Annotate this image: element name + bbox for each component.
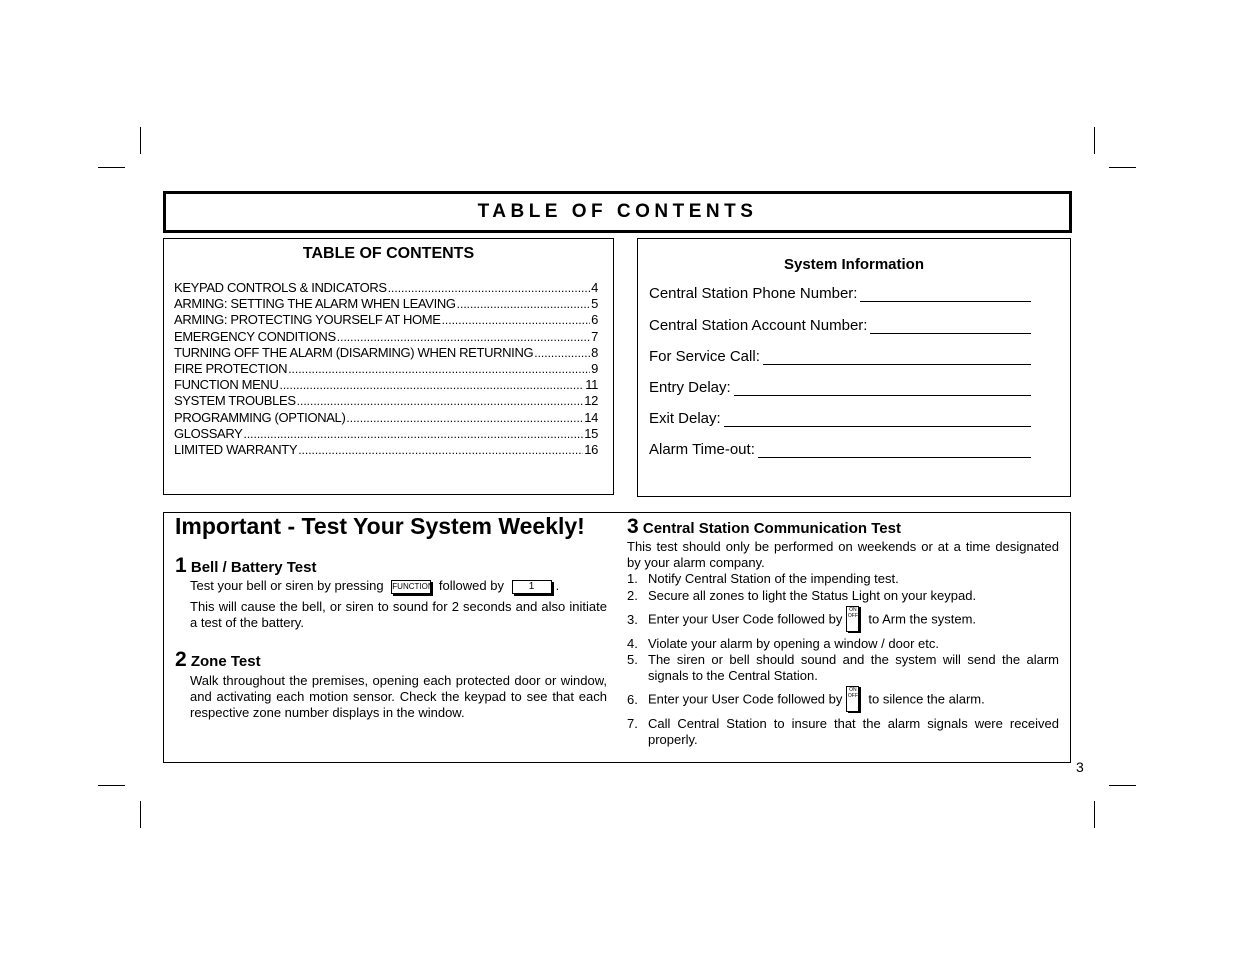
- fill-in-line: [870, 319, 1031, 334]
- page-title-banner: [163, 191, 1072, 233]
- table-of-contents: [163, 238, 614, 495]
- fill-in-line: [724, 412, 1031, 427]
- fill-in-line: [758, 443, 1031, 458]
- toc-entry: [174, 442, 598, 458]
- bell-battery-test-heading: 1 Bell / Battery Test: [175, 554, 317, 577]
- toc-entry-page: 9: [591, 360, 598, 376]
- toc-entry: [174, 329, 598, 345]
- toc-entry-title: EMERGENCY CONDITIONS: [174, 328, 336, 344]
- toc-entry-page: 4: [591, 280, 598, 295]
- toc-entry: [174, 377, 598, 393]
- central-station-test-heading: 3 Central Station Communication Test: [627, 515, 901, 538]
- toc-entry: [174, 345, 598, 361]
- system-info-field: Central Station Phone Number:: [649, 285, 1031, 302]
- function-key-icon: FUNCTION: [391, 580, 431, 594]
- toc-entry-title: ARMING: SETTING THE ALARM WHEN LEAVING: [174, 296, 456, 312]
- toc-entry-title: FIRE PROTECTION: [174, 360, 288, 376]
- system-information: [637, 238, 1071, 497]
- list-item: 4. Violate your alarm by opening a window / door etc.: [627, 636, 939, 651]
- toc-entry-title: LIMITED WARRANTY: [174, 441, 298, 457]
- system-info-heading: System Information: [783, 256, 925, 273]
- fill-in-line: [734, 381, 1031, 396]
- dot-leader: [288, 361, 590, 377]
- crop-mark: [1109, 167, 1136, 168]
- list-item: 7. Call Central Station to insure that the alarm signals were received properly.: [627, 716, 1059, 747]
- toc-entry: [174, 296, 598, 312]
- toc-entry-page: 15: [584, 425, 598, 441]
- toc-heading: TABLE OF CONTENTS: [302, 245, 475, 262]
- toc-entries: [174, 280, 598, 458]
- toc-entry-title: TURNING OFF THE ALARM (DISARMING) WHEN RETURNING: [174, 344, 534, 360]
- toc-entry-page: 12: [584, 393, 598, 409]
- toc-entry-title: SYSTEM TROUBLES: [174, 393, 296, 409]
- toc-entry-title: FUNCTION MENU: [174, 377, 279, 393]
- on-off-key-icon: ON OFF: [846, 606, 859, 632]
- fill-in-line: [763, 350, 1031, 365]
- list-item: 1. Notify Central Station of the impending test.: [627, 571, 899, 586]
- crop-mark: [1094, 127, 1095, 154]
- list-item: 5. The siren or bell should sound and the system will send the alarm signals to the Central Station.: [627, 652, 1059, 683]
- dot-leader: [337, 329, 590, 345]
- dot-leader: [297, 393, 584, 409]
- crop-mark: [98, 785, 125, 786]
- list-item: 3. Enter your User Code followed byON OFF to Arm the system.: [627, 607, 1059, 633]
- list-item: 2. Secure all zones to light the Status Light on your keypad.: [627, 588, 977, 603]
- toc-entry-page: 7: [591, 328, 598, 344]
- dot-leader: [346, 410, 583, 426]
- bell-test-description: This will cause the bell, or siren to sound for 2 seconds and also initiate a test of the battery.: [190, 599, 607, 630]
- crop-mark: [140, 127, 141, 154]
- toc-entry: [174, 426, 598, 442]
- toc-entry: [174, 410, 598, 426]
- crop-mark: [98, 167, 125, 168]
- toc-entry-title: ARMING: PROTECTING YOURSELF AT HOME: [174, 312, 441, 328]
- system-info-field: Alarm Time-out:: [649, 441, 1031, 458]
- zone-test-description: Walk throughout the premises, opening each protected door or window, and activating each motion sensor. Check the keypad to see that each respective zone number displays in the window.: [190, 673, 607, 720]
- dot-leader: [244, 426, 584, 442]
- toc-entry-page: 14: [584, 409, 598, 425]
- toc-entry-title: PROGRAMMING (OPTIONAL): [174, 409, 346, 425]
- toc-entry-page: 16: [584, 441, 598, 457]
- system-info-field: Entry Delay:: [649, 379, 1031, 396]
- page-title: TABLE OF CONTENTS: [477, 201, 758, 222]
- weekly-test-section: [163, 512, 1071, 763]
- toc-entry-page: 6: [591, 312, 598, 328]
- toc-entry: [174, 280, 598, 296]
- dot-leader: [442, 312, 591, 328]
- dot-leader: [298, 442, 583, 458]
- system-info-field: Central Station Account Number:: [649, 317, 1031, 334]
- toc-entry: [174, 393, 598, 409]
- list-item: 6. Enter your User Code followed byON OFF to silence the alarm.: [627, 687, 1059, 713]
- central-station-steps: [627, 571, 1059, 748]
- bell-test-instruction: Test your bell or siren by pressing FUNCTION followed by 1 .: [190, 578, 560, 593]
- toc-entry-title: KEYPAD CONTROLS & INDICATORS: [174, 280, 387, 295]
- fill-in-line: [860, 287, 1031, 302]
- dot-leader: [280, 377, 585, 393]
- toc-entry-title: GLOSSARY: [174, 425, 243, 441]
- toc-entry: [174, 312, 598, 328]
- toc-entry: [174, 361, 598, 377]
- toc-entry-page: 8: [591, 344, 598, 360]
- zone-test-heading: 2 Zone Test: [175, 648, 261, 671]
- digit-key-icon: 1: [512, 580, 552, 594]
- central-station-intro: This test should only be performed on weekends or at a time designated by your alarm company.: [627, 539, 1059, 570]
- section-title: Important - Test Your System Weekly!: [175, 513, 585, 539]
- crop-mark: [1094, 801, 1095, 828]
- on-off-key-icon: ON OFF: [846, 686, 859, 712]
- dot-leader: [388, 280, 590, 296]
- system-info-field: Exit Delay:: [649, 410, 1031, 427]
- system-info-field: For Service Call:: [649, 348, 1031, 365]
- toc-entry-page: 5: [591, 296, 598, 312]
- toc-entry-page: 11: [585, 377, 598, 393]
- page-number: 3: [1076, 759, 1084, 775]
- dot-leader: [457, 296, 590, 312]
- crop-mark: [140, 801, 141, 828]
- dot-leader: [534, 345, 590, 361]
- crop-mark: [1109, 785, 1136, 786]
